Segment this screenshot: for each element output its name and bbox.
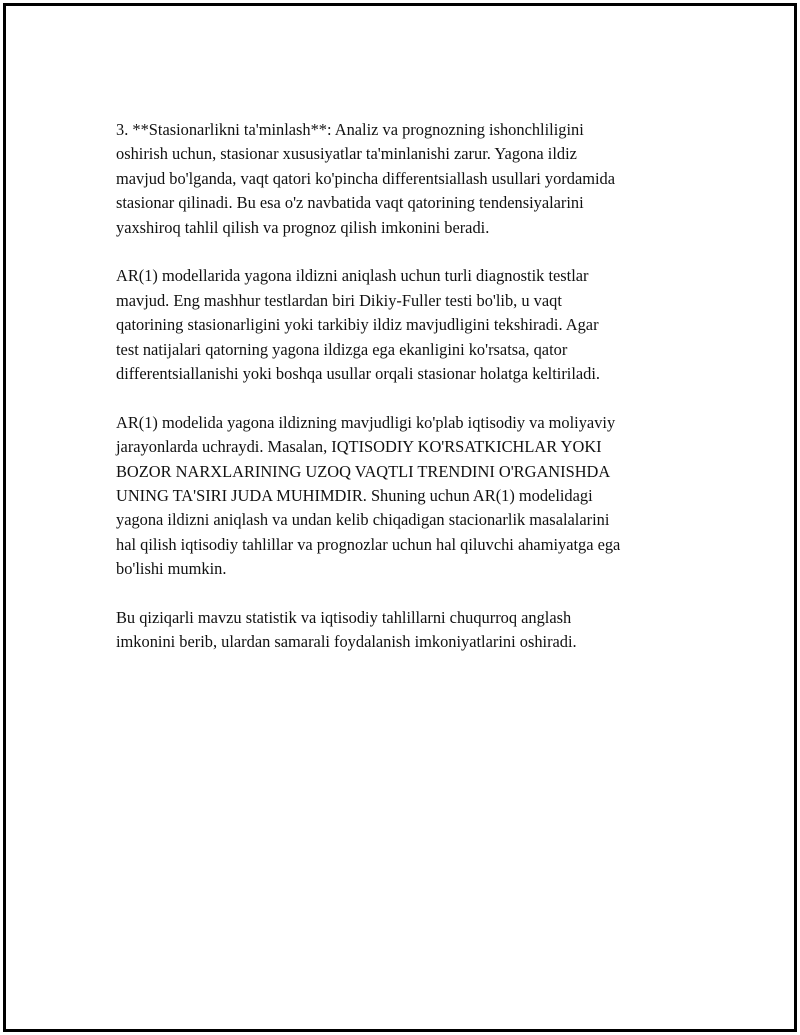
- paragraph-diagnostic-tests: AR(1) modellarida yagona ildizni aniqlash uchun turli diagnostik testlar mavjud. Eng mashhur testlardan biri Dikiy-Fuller testi bo'lib, u vaqt qatorining stasionarligini yoki tarkibiy ildiz mavjudligini tekshiradi. Agar test natijalari qatorning yagona ildizga ega ekanligini ko'rsatsa, qator differentsiallanishi yoki boshqa usullar orqali stasionar holatga keltiriladi.: [116, 266, 601, 384]
- document-body: [116, 118, 690, 679]
- paragraph-stationarity: 3. **Stasionarlikni ta'minlash**: Analiz va prognozning ishonchliligini oshirish uchun, stasionar xususiyatlar ta'minlanishi zarur. Yagona ildiz mavjud bo'lganda, vaqt qatori ko'pincha differentsiallash usullari yordamida stasionar qilinadi. Bu esa o'z navbatida vaqt qatorining tendensiyalarini yaxshiroq tahlil qilish va prognoz qilish imkonini beradi.: [116, 120, 616, 237]
- paragraph-economic-impact: AR(1) modelida yagona ildizning mavjudligi ko'plab iqtisodiy va moliyaviy jarayonlarda uchraydi. Masalan, IQTISODIY KO'RSATKICHLAR YOKI BOZOR NARXLARINING UZOQ VAQTLI TRENDINI O'RGANISHDA UNING TA'SIRI JUDA MUHIMDIR. Shuning uchun AR(1) modelidagi yagona ildizni aniqlash va undan kelib chiqadigan stacionarlik masalalarini hal qilish iqtisodiy tahlillar va prognozlar uchun hal qiluvchi ahamiyatga ega bo'lishi mumkin.: [116, 412, 621, 579]
- paragraph-conclusion: Bu qiziqarli mavzu statistik va iqtisodiy tahlillarni chuqurroq anglash imkonini berib, ulardan samarali foydalanish imkoniyatlarini oshiradi.: [116, 608, 577, 652]
